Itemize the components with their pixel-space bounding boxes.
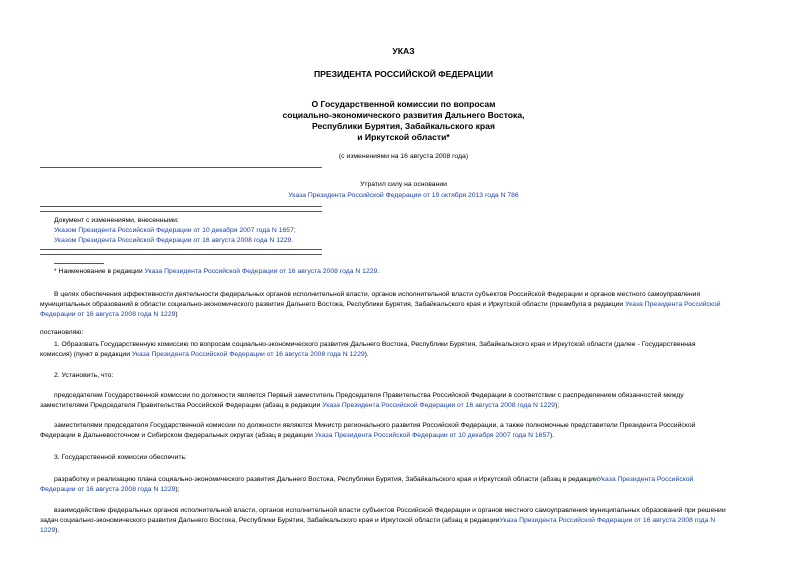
item-1-line: 1. Образовать Государственную комиссию по вопросам социально-экономического развития Дальнего Востока, Республики Бурятия, Забайкальского края и Иркутской области (далее - Государственная <box>54 341 696 348</box>
subject-line: социально-экономического развития Дальнего Востока, <box>282 110 525 120</box>
item-2-chair-link[interactable]: Указа Президента Российской Федерации от 16 августа 2008 года N 1229 <box>322 401 555 409</box>
item-2-deputy-link[interactable]: Указа Президента Российской Федерации от 10 декабря 2007 года N 1657 <box>314 431 551 439</box>
item-3-plan-end: ); <box>175 485 180 493</box>
footnote-link[interactable]: Указа Президента Российской Федерации от 16 августа 2008 года N 1229 <box>144 268 378 275</box>
lost-force-block <box>0 191 807 201</box>
item-3-coop-line <box>40 526 768 536</box>
preamble-line <box>40 300 768 310</box>
item-3-heading: 3. Государственной комиссии обеспечить: <box>54 454 187 461</box>
lost-force-link[interactable]: Указа Президента Российской Федерации от 19 октября 2013 года N 786 <box>288 192 519 199</box>
item-3-coop-text: задач социально-экономического развития Дальнего Востока, Республики Бурятия, Забайкальского края и Иркутской области (абзац в редакции <box>40 516 500 524</box>
item-2-chair-line: председателем Государственной комиссии по должности является Первый заместитель Председателя Правительства Российской Федерации в соответствии с распределением обязанностей между <box>54 392 684 399</box>
item-1-text: комиссия) (пункт в редакции <box>40 350 132 358</box>
item-2-chair <box>40 391 768 411</box>
divider <box>40 167 322 168</box>
amendments-label: Документ с изменениями, внесенными: <box>54 217 179 224</box>
item-3-coop-line: взаимодействие федеральных органов исполнительной власти, органов исполнительной власти субъектов Российской Федерации и органов местного самоуправления муниципальных образований при решении <box>54 507 726 514</box>
document-subject <box>0 99 807 143</box>
divider <box>40 249 322 250</box>
item-2-deputy-end: ). <box>550 431 555 439</box>
item-3-coop-line <box>40 516 768 526</box>
subject-line: О Государственной комиссии по вопросам <box>311 99 496 109</box>
item-3-plan-line <box>40 475 768 485</box>
item-3-plan-link[interactable]: Указа Президента Российской <box>597 476 694 483</box>
item-1-link[interactable]: Указа Президента Российской Федерации от 16 августа 2008 года N 1229 <box>131 350 365 358</box>
decree-word: УКАЗ <box>392 46 415 56</box>
item-2-deputy <box>40 421 768 441</box>
item-1 <box>40 340 768 360</box>
item-3-coop <box>40 506 768 535</box>
item-3-plan-line <box>40 485 768 495</box>
issuer-title: ПРЕЗИДЕНТА РОССИЙСКОЙ ФЕДЕРАЦИИ <box>313 69 494 79</box>
item-2-heading: 2. Установить, что: <box>54 372 114 379</box>
divider <box>40 254 322 255</box>
preamble <box>40 290 768 319</box>
amendment-link[interactable]: Указом Президента Российской Федерации от 10 декабря 2007 года N 1657; <box>54 226 296 234</box>
item-3-coop-end: ). <box>55 526 60 534</box>
decree-verb: постановляю: <box>40 329 84 336</box>
item-3-plan-text: разработку и реализацию плана социально-экономического развития Дальнего Востока, Республики Бурятия, Забайкальского края и Иркутской области (абзац в редакции <box>54 476 598 483</box>
preamble-line: В целях обеспечения эффективности деятельности федеральных органов исполнительной власти, органов исполнительной власти субъектов Российской Федерации и органов местного самоуправления <box>54 291 701 298</box>
item-3-plan-link[interactable]: Федерации от 16 августа 2008 года N 1229 <box>40 485 176 493</box>
preamble-link[interactable]: Указа Президента Российской <box>625 300 721 308</box>
item-1-line <box>40 350 768 360</box>
item-2-deputy-text: Федерации в Дальневосточном и Сибирском федеральных округах (абзац в редакции <box>40 431 315 439</box>
item-2-chair-text: заместителями Председателя Правительства Российской Федерации (абзац в редакции <box>40 401 323 409</box>
item-2-deputy-line <box>40 431 768 441</box>
preamble-line <box>40 310 768 320</box>
lost-force-label: Утратил силу на основании <box>360 181 447 188</box>
item-2-deputy-line: заместителями председателя Государственной комиссии по должности являются Министр регионального развития Российской Федерации, а также полномочные представители Президента Российской <box>54 422 696 429</box>
item-3-coop-link[interactable]: 1229 <box>40 526 56 534</box>
footnote-end: . <box>377 268 380 275</box>
amended-note: (с изменениями на 16 августа 2008 года) <box>338 153 469 160</box>
item-2-chair-line <box>40 401 768 411</box>
divider <box>40 206 322 207</box>
subject-line: и Иркутской области* <box>357 132 450 142</box>
footnote-divider <box>54 263 104 264</box>
footnote-text: * Наименование в редакции <box>54 268 145 275</box>
amendments-block <box>54 216 296 245</box>
item-3-coop-link[interactable]: Указа Президента Российской Федерации от 16 августа 2008 года N <box>499 516 716 524</box>
preamble-end: ) <box>175 310 178 318</box>
footnote <box>54 267 379 277</box>
item-2-chair-end: ); <box>554 401 560 409</box>
preamble-text: муниципальных образований в области социально-экономического развития Дальнего Востока, Республики Бурятия, Забайкальского края и Иркутской области (преамбула в редакции <box>40 300 626 308</box>
item-3-plan <box>40 475 768 495</box>
subject-line: Республики Бурятия, Забайкальского края <box>312 121 495 131</box>
item-1-end: ). <box>364 350 369 358</box>
divider <box>40 211 322 212</box>
amendment-link[interactable]: Указом Президента Российской Федерации от 16 августа 2008 года N 1229. <box>54 236 294 244</box>
preamble-link[interactable]: Федерации от 16 августа 2008 года N 1229 <box>40 310 176 318</box>
